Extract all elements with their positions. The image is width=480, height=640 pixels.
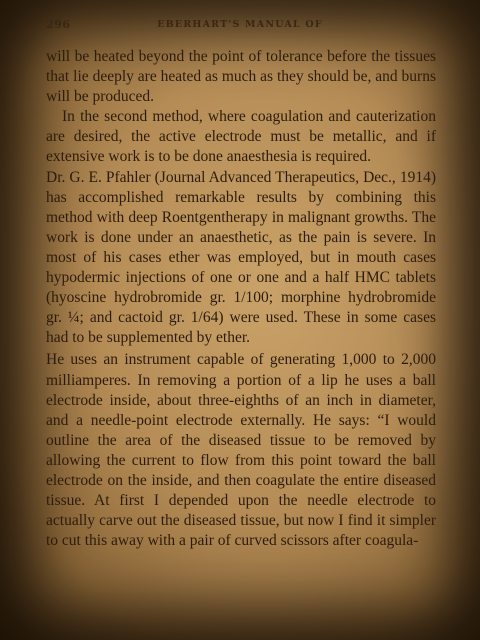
paragraph-continuation: will be heated beyond the point of tolerance before the tissues that lie deeply are heated as much as they should be, and burns will be produced. xyxy=(46,48,436,106)
running-head: EBERHART'S MANUAL OF xyxy=(157,19,323,30)
body-text xyxy=(46,47,436,551)
page-number: 296 xyxy=(46,18,71,31)
paragraph-pfahler: Dr. G. E. Pfahler (Journal Advanced Therapeutics, Dec., 1914) has accomplished remarkable results by combining this method with deep Roentgentherapy in malignant growths. The work is done under an anaesthetic, as the pain is severe. In most of his cases ether was employed, but in mouth cases hypodermic injections of one or one and a half HMC tablets (hyoscine hydrobromide gr. 1/100; morphine hydrobromide gr. ¼; and cactoid gr. 1/64) were used. These in some cases had to be supplemented by ether. xyxy=(46,168,436,347)
page-header xyxy=(46,18,434,34)
paragraph-instrument: He uses an instrument capable of generating 1,000 to 2,000 milliamperes. In removing a portion of a lip he uses a ball electrode inside, about three-eighths of an inch in diameter, and a needle-point electrode externally. He says: “I would outline the area of the diseased tissue to be removed by allowing the current to flow from this point toward the ball electrode on the inside, and then coagulate the entire diseased tissue. At first I depended upon the needle electrode to actually carve out the diseased tissue, but now I find it simpler to cut this away with a pair of curved scissors after coagula- xyxy=(46,351,436,550)
paragraph-second-method: In the second method, where coagulation and cauterization are desired, the active electrode must be metallic, and if extensive work is to be done anaesthesia is required. xyxy=(46,108,436,166)
